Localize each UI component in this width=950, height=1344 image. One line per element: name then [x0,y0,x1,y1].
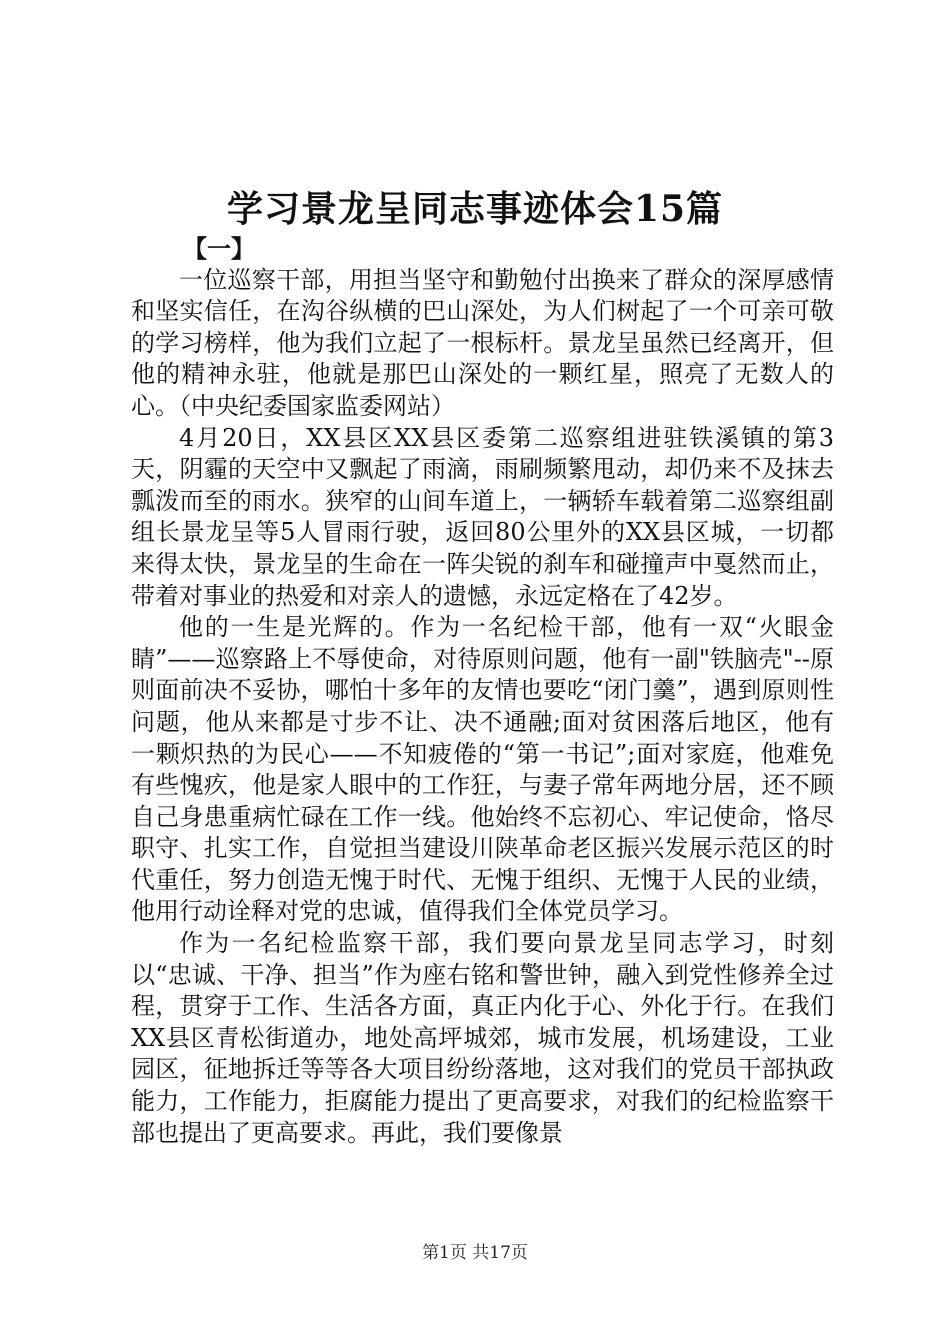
paragraph-4: 作为一名纪检监察干部，我们要向景龙呈同志学习，时刻以“忠诚、干净、担当”作为座右铭和警世钟，融入到党性修养全过程，贯穿于工作、生活各方面，真正内化于心、外化于行。在我们XX县区青松街道办，地处高坪城郊，城市发展，机场建设，工业园区，征地拆迁等等各大项目纷纷落地，这对我们的党员干部执政能力，工作能力，拒腐能力提出了更高要求，对我们的纪检监察干部也提出了更高要求。再此，我们要像景 [131,929,834,1147]
page-number-footer: 第1页 共17页 [422,1243,528,1263]
document-title: 学习景龙呈同志事迹体会15篇 [226,188,724,230]
document-body [131,233,834,1149]
paragraph-3: 他的一生是光辉的。作为一名纪检干部，他有一双“火眼金睛”——巡察路上不辱使命，对待原则问题，他有一副"铁脑壳"--原则面前决不妥协，哪怕十多年的友情也要吃“闭门羹”，遇到原则性问题，他从来都是寸步不让、决不通融;面对贫困落后地区，他有一颗炽热的为民心——不知疲倦的“第一书记”;面对家庭，他难免有些愧疚，他是家人眼中的工作狂，与妻子常年两地分居，还不顾自己身患重病忙碌在工作一线。他始终不忘初心、牢记使命，恪尽职守、扎实工作，自觉担当建设川陕革命老区振兴发展示范区的时代重任，努力创造无愧于时代、无愧于组织、无愧于人民的业绩，他用行动诠释对党的忠诚，值得我们全体党员学习。 [131,613,834,926]
section-heading: 【一】 [183,234,255,263]
paragraph-2: 4月20日，XX县区XX县区委第二巡察组进驻铁溪镇的第3天，阴霾的天空中又飘起了雨滴，雨刷频繁甩动，却仍来不及抹去瓢泼而至的雨水。狭窄的山间车道上，一辆轿车载着第二巡察组副组长景龙呈等5人冒雨行驶，返回80公里外的XX县区城，一切都来得太快，景龙呈的生命在一阵尖锐的刹车和碰撞声中戛然而止，带着对事业的热爱和对亲人的遗憾，永远定格在了42岁。 [131,423,834,610]
paragraph-1: 一位巡察干部，用担当坚守和勤勉付出换来了群众的深厚感情和坚实信任，在沟谷纵横的巴山深处，为人们树起了一个可亲可敬的学习榜样，他为我们立起了一根标杆。景龙呈虽然已经离开，但他的精神永驻，他就是那巴山深处的一颗红星，照亮了无数人的心。（中央纪委国家监委网站） [131,265,834,420]
